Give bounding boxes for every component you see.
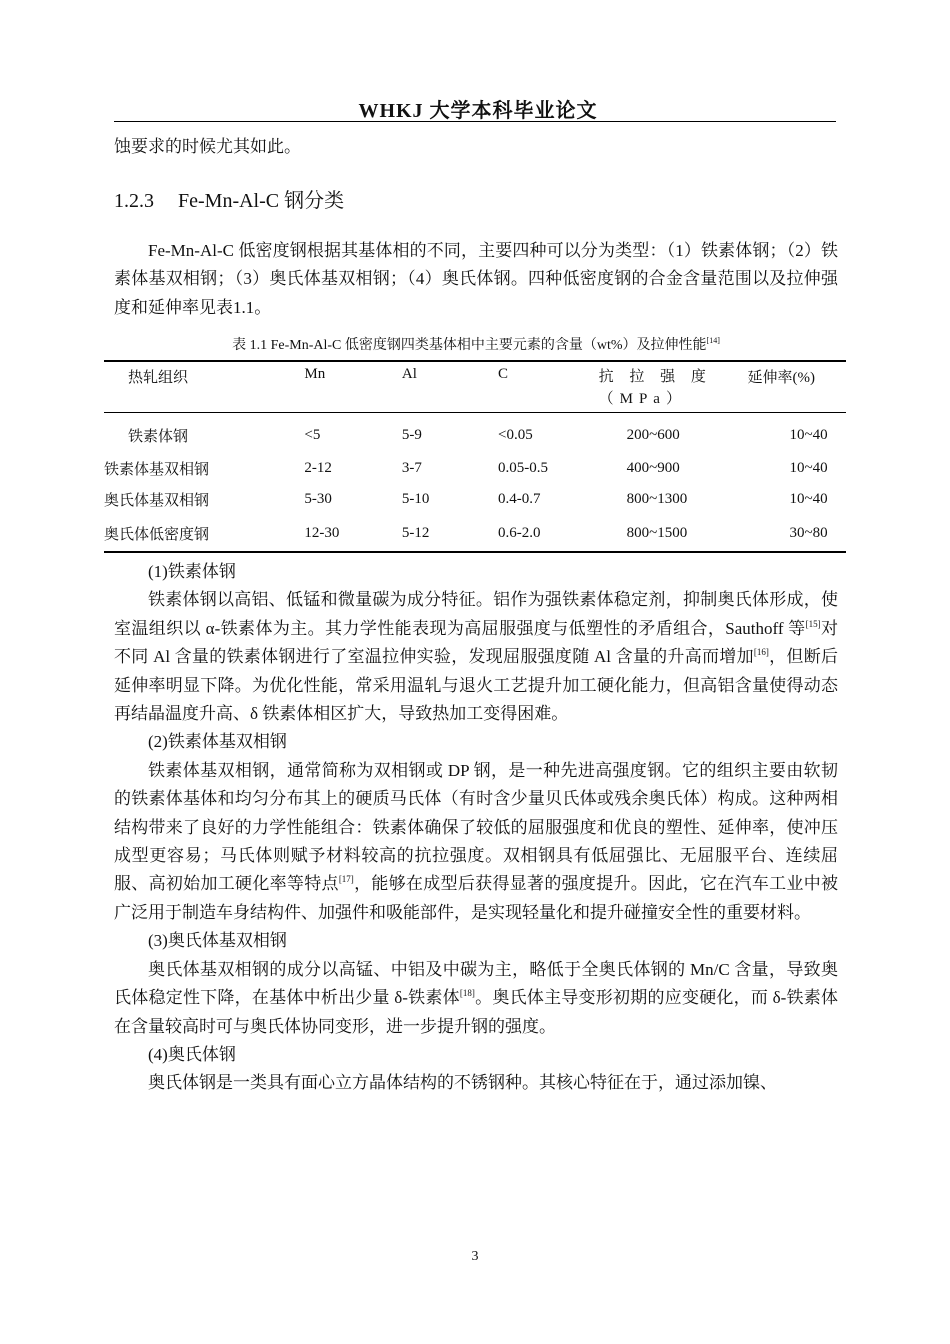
table-caption-text: 表 1.1 Fe-Mn-Al-C 低密度钢四类基体相中主要元素的含量（wt%）及拉伸性能 — [232, 338, 707, 353]
table-cell: 0.05-0.5 — [498, 460, 549, 476]
table-cell: 2-12 — [304, 460, 332, 476]
table-cell: 10~40 — [789, 460, 828, 476]
table-cell: 800~1500 — [626, 524, 688, 541]
section-number: 1.2.3 — [114, 190, 154, 212]
table-row — [104, 515, 846, 552]
subsection-title-austenitic: (4)奥氏体钢 — [148, 1044, 236, 1064]
table-cell: 铁素体基双相钢 — [104, 462, 210, 478]
table-row — [104, 413, 846, 454]
table-cell: 200~600 — [626, 426, 680, 443]
header-cell: 抗 拉 强 度（MPa） — [585, 361, 748, 413]
table-cell: 10~40 — [789, 491, 828, 507]
subsection-title-ferritic-duplex: (2)铁素体基双相钢 — [148, 732, 287, 752]
subsection-title-austenitic-duplex: (3)奥氏体基双相钢 — [148, 931, 287, 951]
subsection-title-ferritic: (1)铁素体钢 — [148, 562, 236, 581]
paragraph-text: 奥氏体基双相钢的成分以高锰、中铝及中碳为主，略低于全奥氏体钢的 Mn/C 含量，导致奥氏体稳定性下降，在基体中析出少量 δ-铁素体 — [114, 959, 838, 1008]
paragraph-ferritic-duplex — [114, 757, 838, 927]
table-header-row — [104, 361, 846, 413]
intro-paragraph-block — [114, 237, 838, 322]
paragraph-ferritic — [114, 586, 838, 728]
body-text — [114, 558, 838, 1098]
citation-ref: [17] — [338, 874, 354, 885]
header-cell: Mn — [304, 361, 402, 413]
header-rule — [114, 121, 836, 122]
table-caption — [114, 334, 838, 354]
table-cell: 0.6-2.0 — [498, 524, 541, 541]
table-cell: <0.05 — [498, 426, 533, 443]
table-cell: 400~900 — [626, 460, 680, 476]
table-cell: 5-10 — [401, 491, 430, 507]
table-cell: 800~1300 — [626, 491, 688, 507]
table-cell: <5 — [304, 426, 321, 443]
paragraph-text: 。奥氏体主导变形初期的应变硬化，而 δ-铁素体在含量较高时可与奥氏体协同变形，进一步提升钢的强度。 — [114, 988, 839, 1036]
table-cell: 奥氏体基双相钢 — [104, 493, 210, 509]
table-cell: 5-30 — [304, 491, 332, 507]
citation-ref: [18] — [459, 988, 475, 999]
page-number: 3 — [471, 1249, 479, 1264]
composition-table — [104, 360, 846, 553]
section-title: Fe-Mn-Al-C 钢分类 — [178, 190, 345, 212]
page-header: WHKJ 大学本科毕业论文 — [358, 100, 598, 122]
paragraph-text: 铁素体钢以高铝、低锰和微量碳为成分特征。铝作为强铁素体稳定剂，抑制奥氏体形成，使室温组织以 α-铁素体为主。其力学性能表现为高屈服强度与低塑性的矛盾组合，Sauthoff 等 — [114, 590, 838, 638]
header-cell: 延伸率(%) — [748, 361, 846, 413]
paragraph-text: 铁素体基双相钢，通常简称为双相钢或 DP 钢，是一种先进高强度钢。它的组织主要由软韧的铁素体基体和均匀分布其上的硬质马氏体（有时含少量贝氏体或残余奥氏体）构成。这种两相结构带来了良好的力学性能组合：铁素体确保了较低的屈服强度和优良的塑性、延伸率，使冲压成型更容易；马氏体则赋予材料较高的抗拉强度。双相钢具有低屈强比、无屈服平台、连续屈服、高初始加工硬化率等特点 — [114, 760, 838, 894]
intro-continuation — [114, 133, 838, 161]
intro-paragraph: Fe-Mn-Al-C 低密度钢根据其基体相的不同，主要四种可以分为类型：（1）铁素体钢；（2）铁素体基双相钢；（3）奥氏体基双相钢；（4）奥氏体钢。四种低密度钢的合金含量范围以及拉伸强度和延伸率见表1.1。 — [114, 241, 838, 317]
table-cell: 5-9 — [401, 426, 422, 443]
citation-ref: [15] — [805, 618, 821, 629]
table-cell: 奥氏体低密度钢 — [104, 526, 210, 543]
intro-line: 蚀要求的时候尤其如此。 — [114, 137, 301, 156]
table-cell: 3-7 — [401, 460, 422, 476]
section-heading — [114, 184, 344, 213]
table-cell: 12-30 — [304, 524, 340, 541]
header-cell: 热轧组织 — [104, 361, 304, 413]
table-caption-ref: [14] — [706, 336, 720, 345]
paragraph-text: ，但断后延伸率明显下降。为优化性能，常采用温轧与退火工艺提升加工硬化能力，但高铝含量使得动态再结晶温度升高、δ 铁素体相区扩大，导致热加工变得困难。 — [114, 647, 839, 724]
header-cell: C — [498, 361, 585, 413]
paragraph-austenitic: 奥氏体钢是一类具有面心立方晶体结构的不锈钢种。其核心特征在于，通过添加镍、 — [148, 1073, 777, 1093]
table-cell: 铁素体钢 — [128, 428, 189, 445]
header-cell: Al — [402, 361, 498, 413]
paragraph-text: 对不同 Al 含量的铁素体钢进行了室温拉伸实验，发现屈服强度随 Al 含量的升高而增加 — [114, 618, 838, 667]
table-row — [104, 453, 846, 484]
paragraph-austenitic-duplex — [114, 956, 838, 1041]
table-cell: 30~80 — [789, 524, 828, 541]
table-cell: 5-12 — [401, 524, 430, 541]
table-row — [104, 484, 846, 515]
citation-ref: [16] — [753, 647, 769, 658]
paragraph-text: ，能够在成型后获得显著的强度提升。因此，它在汽车工业中被广泛用于制造车身结构件、加强件和吸能部件，是实现轻量化和提升碰撞安全性的重要材料。 — [114, 874, 839, 922]
table-cell: 10~40 — [789, 426, 828, 443]
table-cell: 0.4-0.7 — [498, 491, 541, 507]
